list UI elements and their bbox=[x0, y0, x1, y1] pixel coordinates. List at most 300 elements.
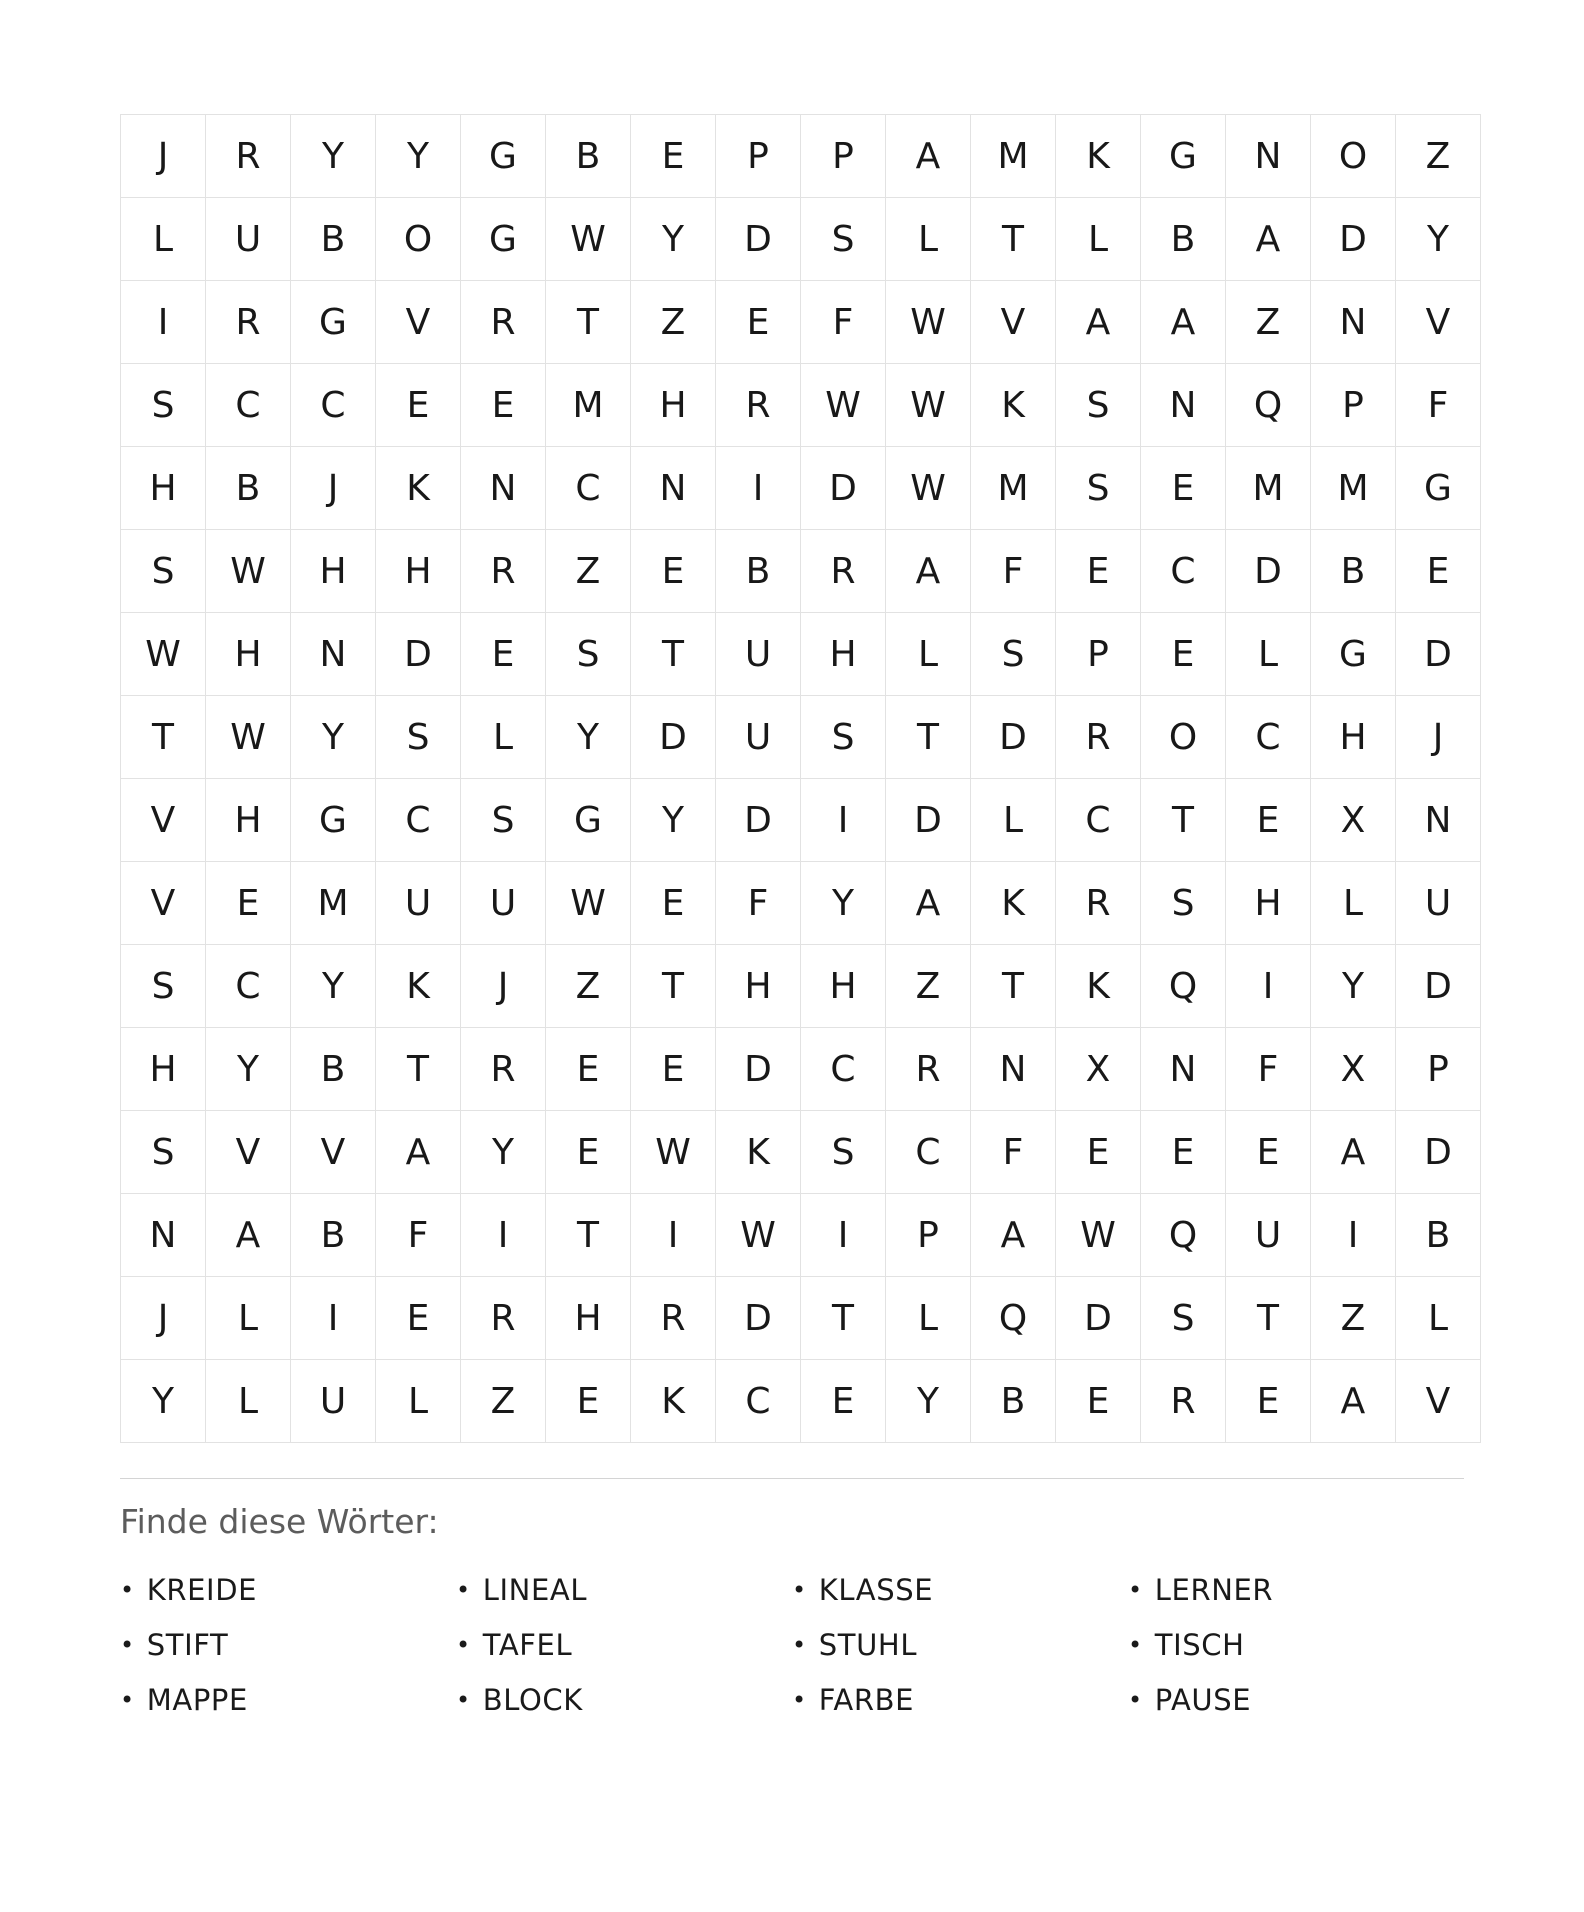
letter-cell[interactable]: D bbox=[1311, 198, 1396, 281]
word-list-item[interactable] bbox=[792, 1562, 1128, 1617]
letter-cell[interactable]: T bbox=[546, 1194, 631, 1277]
letter-cell[interactable]: I bbox=[1311, 1194, 1396, 1277]
letter-cell[interactable]: H bbox=[291, 530, 376, 613]
letter-cell[interactable]: T bbox=[631, 613, 716, 696]
letter-cell[interactable]: G bbox=[291, 779, 376, 862]
letter-cell[interactable]: E bbox=[1226, 1360, 1311, 1443]
letter-cell[interactable]: A bbox=[886, 115, 971, 198]
letter-cell[interactable]: S bbox=[376, 696, 461, 779]
letter-cell[interactable]: C bbox=[206, 945, 291, 1028]
letter-cell[interactable]: W bbox=[206, 696, 291, 779]
word-list-item[interactable] bbox=[1128, 1672, 1464, 1727]
letter-cell[interactable]: E bbox=[801, 1360, 886, 1443]
letter-cell[interactable]: I bbox=[1226, 945, 1311, 1028]
letter-cell[interactable]: N bbox=[1226, 115, 1311, 198]
letter-cell[interactable]: C bbox=[291, 364, 376, 447]
letter-cell[interactable]: D bbox=[716, 779, 801, 862]
letter-cell[interactable]: F bbox=[801, 281, 886, 364]
letter-grid-row bbox=[121, 198, 1481, 281]
letter-cell[interactable]: L bbox=[1226, 613, 1311, 696]
letter-cell[interactable]: V bbox=[121, 779, 206, 862]
letter-cell[interactable]: V bbox=[291, 1111, 376, 1194]
letter-cell[interactable]: P bbox=[1311, 364, 1396, 447]
letter-cell[interactable]: J bbox=[121, 1277, 206, 1360]
letter-cell[interactable]: R bbox=[461, 1277, 546, 1360]
letter-cell[interactable]: K bbox=[716, 1111, 801, 1194]
word-list-item[interactable] bbox=[120, 1672, 456, 1727]
word-list-item[interactable] bbox=[792, 1617, 1128, 1672]
letter-cell[interactable]: T bbox=[376, 1028, 461, 1111]
letter-cell[interactable]: D bbox=[1396, 1111, 1481, 1194]
letter-grid-row bbox=[121, 1111, 1481, 1194]
bullet-icon: • bbox=[120, 1685, 135, 1714]
letter-cell[interactable]: E bbox=[1141, 447, 1226, 530]
letter-cell[interactable]: E bbox=[631, 1028, 716, 1111]
letter-cell[interactable]: T bbox=[801, 1277, 886, 1360]
letter-cell[interactable]: R bbox=[461, 530, 546, 613]
letter-cell[interactable]: X bbox=[1056, 1028, 1141, 1111]
letter-cell[interactable]: Z bbox=[546, 945, 631, 1028]
letter-cell[interactable]: K bbox=[631, 1360, 716, 1443]
letter-cell[interactable]: B bbox=[971, 1360, 1056, 1443]
letter-cell[interactable]: K bbox=[1056, 115, 1141, 198]
letter-cell[interactable]: H bbox=[631, 364, 716, 447]
letter-cell[interactable]: U bbox=[291, 1360, 376, 1443]
word-list bbox=[120, 1562, 1464, 1727]
letter-cell[interactable]: L bbox=[886, 198, 971, 281]
letter-cell[interactable]: A bbox=[1141, 281, 1226, 364]
letter-cell[interactable]: L bbox=[376, 1360, 461, 1443]
letter-cell[interactable]: R bbox=[1056, 696, 1141, 779]
letter-cell[interactable]: D bbox=[376, 613, 461, 696]
letter-grid-row bbox=[121, 696, 1481, 779]
letter-cell[interactable]: G bbox=[546, 779, 631, 862]
letter-cell[interactable]: R bbox=[206, 281, 291, 364]
letter-cell[interactable]: R bbox=[716, 364, 801, 447]
letter-cell[interactable]: H bbox=[206, 613, 291, 696]
letter-cell[interactable]: I bbox=[121, 281, 206, 364]
letter-cell[interactable]: W bbox=[886, 281, 971, 364]
letter-cell[interactable]: Q bbox=[971, 1277, 1056, 1360]
letter-cell[interactable]: U bbox=[716, 613, 801, 696]
letter-cell[interactable]: E bbox=[1226, 1111, 1311, 1194]
letter-cell[interactable]: V bbox=[1396, 281, 1481, 364]
letter-cell[interactable]: W bbox=[631, 1111, 716, 1194]
letter-cell[interactable]: S bbox=[461, 779, 546, 862]
letter-cell[interactable]: E bbox=[631, 530, 716, 613]
letter-cell[interactable]: Q bbox=[1141, 945, 1226, 1028]
bullet-icon: • bbox=[1128, 1630, 1143, 1659]
letter-cell[interactable]: T bbox=[1226, 1277, 1311, 1360]
letter-cell[interactable]: W bbox=[546, 862, 631, 945]
letter-cell[interactable]: W bbox=[206, 530, 291, 613]
letter-cell[interactable]: U bbox=[461, 862, 546, 945]
letter-cell[interactable]: S bbox=[801, 198, 886, 281]
letter-cell[interactable]: A bbox=[1056, 281, 1141, 364]
letter-cell[interactable]: E bbox=[1226, 779, 1311, 862]
letter-cell[interactable]: X bbox=[1311, 779, 1396, 862]
letter-cell[interactable]: E bbox=[546, 1028, 631, 1111]
letter-cell[interactable]: W bbox=[716, 1194, 801, 1277]
word-list-item[interactable] bbox=[1128, 1562, 1464, 1617]
letter-cell[interactable]: I bbox=[461, 1194, 546, 1277]
letter-cell[interactable]: P bbox=[801, 115, 886, 198]
letter-cell[interactable]: E bbox=[206, 862, 291, 945]
letter-cell[interactable]: H bbox=[716, 945, 801, 1028]
letter-cell[interactable]: G bbox=[1396, 447, 1481, 530]
bullet-icon: • bbox=[120, 1630, 135, 1659]
letter-cell[interactable]: H bbox=[376, 530, 461, 613]
letter-cell[interactable]: T bbox=[971, 198, 1056, 281]
bullet-icon: • bbox=[120, 1575, 135, 1604]
letter-cell[interactable]: N bbox=[1396, 779, 1481, 862]
letter-cell[interactable]: K bbox=[971, 862, 1056, 945]
letter-cell[interactable]: T bbox=[121, 696, 206, 779]
letter-cell[interactable]: M bbox=[1226, 447, 1311, 530]
word-label: PAUSE bbox=[1154, 1682, 1252, 1717]
letter-cell[interactable]: R bbox=[1141, 1360, 1226, 1443]
letter-cell[interactable]: N bbox=[1141, 364, 1226, 447]
letter-cell[interactable]: G bbox=[461, 198, 546, 281]
letter-cell[interactable]: N bbox=[1311, 281, 1396, 364]
letter-grid-row bbox=[121, 862, 1481, 945]
letter-cell[interactable]: H bbox=[121, 447, 206, 530]
letter-cell[interactable]: Y bbox=[801, 862, 886, 945]
word-search-grid bbox=[120, 114, 1464, 1443]
letter-cell[interactable]: S bbox=[121, 945, 206, 1028]
letter-cell[interactable]: K bbox=[971, 364, 1056, 447]
bullet-icon: • bbox=[456, 1685, 471, 1714]
letter-cell[interactable]: J bbox=[1396, 696, 1481, 779]
letter-cell[interactable]: G bbox=[461, 115, 546, 198]
letter-cell[interactable]: N bbox=[631, 447, 716, 530]
letter-grid-row bbox=[121, 779, 1481, 862]
letter-cell[interactable]: D bbox=[716, 198, 801, 281]
letter-grid-row bbox=[121, 530, 1481, 613]
letter-cell[interactable]: F bbox=[716, 862, 801, 945]
letter-cell[interactable]: Q bbox=[1141, 1194, 1226, 1277]
letter-cell[interactable]: H bbox=[546, 1277, 631, 1360]
letter-cell[interactable]: D bbox=[631, 696, 716, 779]
letter-cell[interactable]: U bbox=[1226, 1194, 1311, 1277]
letter-cell[interactable]: U bbox=[206, 198, 291, 281]
letter-cell[interactable]: E bbox=[1056, 530, 1141, 613]
word-list-item[interactable] bbox=[792, 1672, 1128, 1727]
letter-cell[interactable]: N bbox=[461, 447, 546, 530]
letter-cell[interactable]: Z bbox=[886, 945, 971, 1028]
letter-cell[interactable]: O bbox=[1311, 115, 1396, 198]
letter-cell[interactable]: Z bbox=[1311, 1277, 1396, 1360]
letter-cell[interactable]: S bbox=[121, 1111, 206, 1194]
letter-cell[interactable]: P bbox=[886, 1194, 971, 1277]
bullet-icon: • bbox=[456, 1575, 471, 1604]
letter-cell[interactable]: M bbox=[1311, 447, 1396, 530]
letter-cell[interactable]: P bbox=[1056, 613, 1141, 696]
letter-cell[interactable]: H bbox=[121, 1028, 206, 1111]
letter-cell[interactable]: C bbox=[546, 447, 631, 530]
letter-cell[interactable]: V bbox=[206, 1111, 291, 1194]
letter-cell[interactable]: Y bbox=[1396, 198, 1481, 281]
letter-cell[interactable]: H bbox=[801, 613, 886, 696]
word-list-title: Finde diese Wörter: bbox=[120, 1502, 439, 1541]
letter-cell[interactable]: A bbox=[1311, 1360, 1396, 1443]
letter-cell[interactable]: E bbox=[631, 115, 716, 198]
letter-cell[interactable]: G bbox=[1311, 613, 1396, 696]
letter-cell[interactable]: C bbox=[801, 1028, 886, 1111]
letter-cell[interactable]: E bbox=[546, 1111, 631, 1194]
letter-cell[interactable]: A bbox=[971, 1194, 1056, 1277]
letter-cell[interactable]: V bbox=[1396, 1360, 1481, 1443]
letter-cell[interactable]: D bbox=[971, 696, 1056, 779]
word-list-item[interactable] bbox=[120, 1562, 456, 1617]
letter-cell[interactable]: L bbox=[121, 198, 206, 281]
letter-cell[interactable]: K bbox=[376, 447, 461, 530]
letter-cell[interactable]: E bbox=[1141, 613, 1226, 696]
letter-cell[interactable]: S bbox=[1141, 1277, 1226, 1360]
letter-cell[interactable]: Y bbox=[631, 779, 716, 862]
word-label: LINEAL bbox=[482, 1572, 588, 1607]
letter-cell[interactable]: O bbox=[376, 198, 461, 281]
letter-cell[interactable]: P bbox=[1396, 1028, 1481, 1111]
letter-cell[interactable]: V bbox=[121, 862, 206, 945]
letter-cell[interactable]: H bbox=[801, 945, 886, 1028]
letter-cell[interactable]: P bbox=[716, 115, 801, 198]
letter-cell[interactable]: R bbox=[206, 115, 291, 198]
letter-cell[interactable]: A bbox=[1311, 1111, 1396, 1194]
letter-cell[interactable]: R bbox=[886, 1028, 971, 1111]
word-list-item[interactable] bbox=[120, 1617, 456, 1672]
letter-cell[interactable]: D bbox=[716, 1277, 801, 1360]
letter-cell[interactable]: N bbox=[971, 1028, 1056, 1111]
letter-cell[interactable]: B bbox=[1141, 198, 1226, 281]
letter-cell[interactable]: A bbox=[1226, 198, 1311, 281]
letter-cell[interactable]: O bbox=[1141, 696, 1226, 779]
letter-cell[interactable]: F bbox=[971, 1111, 1056, 1194]
letter-cell[interactable]: S bbox=[1056, 447, 1141, 530]
letter-cell[interactable]: C bbox=[716, 1360, 801, 1443]
letter-cell[interactable]: W bbox=[886, 447, 971, 530]
letter-cell[interactable]: K bbox=[376, 945, 461, 1028]
letter-cell[interactable]: L bbox=[206, 1277, 291, 1360]
letter-cell[interactable]: B bbox=[716, 530, 801, 613]
letter-cell[interactable]: A bbox=[206, 1194, 291, 1277]
letter-cell[interactable]: A bbox=[886, 530, 971, 613]
letter-grid-row bbox=[121, 364, 1481, 447]
letter-cell[interactable]: W bbox=[1056, 1194, 1141, 1277]
letter-cell[interactable]: E bbox=[376, 1277, 461, 1360]
letter-cell[interactable]: S bbox=[1141, 862, 1226, 945]
letter-cell[interactable]: Y bbox=[376, 115, 461, 198]
letter-cell[interactable]: C bbox=[1226, 696, 1311, 779]
letter-cell[interactable]: B bbox=[291, 1194, 376, 1277]
word-list-item[interactable] bbox=[1128, 1617, 1464, 1672]
word-label: TAFEL bbox=[482, 1627, 573, 1662]
letter-cell[interactable]: D bbox=[1226, 530, 1311, 613]
word-label: BLOCK bbox=[482, 1682, 583, 1717]
letter-cell[interactable]: W bbox=[546, 198, 631, 281]
letter-cell[interactable]: S bbox=[1056, 364, 1141, 447]
letter-cell[interactable]: Y bbox=[631, 198, 716, 281]
letter-cell[interactable]: Z bbox=[546, 530, 631, 613]
letter-cell[interactable]: B bbox=[1311, 530, 1396, 613]
letter-cell[interactable]: B bbox=[291, 198, 376, 281]
letter-cell[interactable]: L bbox=[1396, 1277, 1481, 1360]
letter-cell[interactable]: H bbox=[1226, 862, 1311, 945]
word-label: LERNER bbox=[1154, 1572, 1274, 1607]
letter-cell[interactable]: F bbox=[1226, 1028, 1311, 1111]
letter-grid-row bbox=[121, 115, 1481, 198]
letter-cell[interactable]: H bbox=[1311, 696, 1396, 779]
letter-cell[interactable]: Z bbox=[1226, 281, 1311, 364]
letter-cell[interactable]: S bbox=[801, 1111, 886, 1194]
letter-cell[interactable]: N bbox=[1141, 1028, 1226, 1111]
letter-cell[interactable]: I bbox=[716, 447, 801, 530]
letter-cell[interactable]: R bbox=[1056, 862, 1141, 945]
letter-cell[interactable]: L bbox=[971, 779, 1056, 862]
word-label: STUHL bbox=[818, 1627, 918, 1662]
letter-cell[interactable]: Y bbox=[291, 115, 376, 198]
letter-cell[interactable]: F bbox=[971, 530, 1056, 613]
letter-cell[interactable]: R bbox=[801, 530, 886, 613]
letter-cell[interactable]: E bbox=[546, 1360, 631, 1443]
letter-cell[interactable]: M bbox=[546, 364, 631, 447]
letter-grid-row bbox=[121, 613, 1481, 696]
letter-cell[interactable]: Q bbox=[1226, 364, 1311, 447]
letter-cell[interactable]: E bbox=[1056, 1111, 1141, 1194]
letter-cell[interactable]: Z bbox=[631, 281, 716, 364]
letter-cell[interactable]: S bbox=[546, 613, 631, 696]
letter-cell[interactable]: S bbox=[971, 613, 1056, 696]
letter-cell[interactable]: C bbox=[206, 364, 291, 447]
letter-cell[interactable]: T bbox=[546, 281, 631, 364]
letter-cell[interactable]: B bbox=[546, 115, 631, 198]
letter-cell[interactable]: C bbox=[1141, 530, 1226, 613]
letter-cell[interactable]: G bbox=[1141, 115, 1226, 198]
letter-cell[interactable]: L bbox=[886, 613, 971, 696]
letter-cell[interactable]: L bbox=[1056, 198, 1141, 281]
letter-cell[interactable]: E bbox=[461, 364, 546, 447]
letter-cell[interactable]: N bbox=[291, 613, 376, 696]
letter-cell[interactable]: V bbox=[971, 281, 1056, 364]
word-list-item[interactable] bbox=[456, 1617, 792, 1672]
letter-cell[interactable]: E bbox=[631, 862, 716, 945]
letter-cell[interactable]: U bbox=[716, 696, 801, 779]
letter-cell[interactable]: F bbox=[1396, 364, 1481, 447]
letter-cell[interactable]: U bbox=[1396, 862, 1481, 945]
letter-cell[interactable]: Y bbox=[206, 1028, 291, 1111]
letter-cell[interactable]: L bbox=[886, 1277, 971, 1360]
word-list-item[interactable] bbox=[456, 1672, 792, 1727]
letter-cell[interactable]: M bbox=[971, 115, 1056, 198]
letter-cell[interactable]: B bbox=[291, 1028, 376, 1111]
letter-cell[interactable]: L bbox=[461, 696, 546, 779]
letter-cell[interactable]: T bbox=[886, 696, 971, 779]
word-list-item[interactable] bbox=[456, 1562, 792, 1617]
letter-cell[interactable]: I bbox=[801, 779, 886, 862]
letter-cell[interactable]: B bbox=[206, 447, 291, 530]
word-label: TISCH bbox=[1154, 1627, 1245, 1662]
letter-cell[interactable]: J bbox=[291, 447, 376, 530]
letter-cell[interactable]: D bbox=[1056, 1277, 1141, 1360]
letter-cell[interactable]: J bbox=[461, 945, 546, 1028]
letter-cell[interactable]: R bbox=[461, 281, 546, 364]
letter-cell[interactable]: E bbox=[1056, 1360, 1141, 1443]
letter-cell[interactable]: S bbox=[801, 696, 886, 779]
letter-cell[interactable]: D bbox=[716, 1028, 801, 1111]
letter-cell[interactable]: Y bbox=[121, 1360, 206, 1443]
bullet-icon: • bbox=[792, 1685, 807, 1714]
letter-cell[interactable]: D bbox=[886, 779, 971, 862]
letter-cell[interactable]: W bbox=[121, 613, 206, 696]
letter-cell[interactable]: D bbox=[1396, 613, 1481, 696]
letter-cell[interactable]: E bbox=[376, 364, 461, 447]
letter-cell[interactable]: D bbox=[1396, 945, 1481, 1028]
letter-cell[interactable]: A bbox=[886, 862, 971, 945]
letter-cell[interactable]: U bbox=[376, 862, 461, 945]
letter-cell[interactable]: E bbox=[1141, 1111, 1226, 1194]
letter-cell[interactable]: I bbox=[801, 1194, 886, 1277]
letter-cell[interactable]: T bbox=[1141, 779, 1226, 862]
letter-cell[interactable]: S bbox=[121, 364, 206, 447]
letter-cell[interactable]: I bbox=[291, 1277, 376, 1360]
letter-cell[interactable]: Y bbox=[546, 696, 631, 779]
letter-cell[interactable]: L bbox=[206, 1360, 291, 1443]
letter-cell[interactable]: Z bbox=[461, 1360, 546, 1443]
letter-cell[interactable]: C bbox=[1056, 779, 1141, 862]
letter-cell[interactable]: C bbox=[886, 1111, 971, 1194]
letter-cell[interactable]: I bbox=[631, 1194, 716, 1277]
letter-cell[interactable]: R bbox=[631, 1277, 716, 1360]
letter-grid-row bbox=[121, 945, 1481, 1028]
letter-cell[interactable]: Y bbox=[1311, 945, 1396, 1028]
letter-cell[interactable]: H bbox=[206, 779, 291, 862]
letter-cell[interactable]: W bbox=[801, 364, 886, 447]
letter-cell[interactable]: D bbox=[801, 447, 886, 530]
letter-cell[interactable]: C bbox=[376, 779, 461, 862]
letter-cell[interactable]: T bbox=[971, 945, 1056, 1028]
letter-grid-row bbox=[121, 281, 1481, 364]
letter-cell[interactable]: R bbox=[461, 1028, 546, 1111]
letter-cell[interactable]: K bbox=[1056, 945, 1141, 1028]
letter-cell[interactable]: G bbox=[291, 281, 376, 364]
letter-cell[interactable]: W bbox=[886, 364, 971, 447]
letter-cell[interactable]: E bbox=[461, 613, 546, 696]
letter-grid-row bbox=[121, 447, 1481, 530]
letter-grid-body bbox=[121, 115, 1481, 1443]
letter-cell[interactable]: Y bbox=[886, 1360, 971, 1443]
letter-cell[interactable]: F bbox=[376, 1194, 461, 1277]
letter-cell[interactable]: S bbox=[121, 530, 206, 613]
letter-cell[interactable]: Z bbox=[1396, 115, 1481, 198]
letter-cell[interactable]: L bbox=[1311, 862, 1396, 945]
letter-cell[interactable]: E bbox=[716, 281, 801, 364]
letter-cell[interactable]: J bbox=[121, 115, 206, 198]
section-divider bbox=[120, 1478, 1464, 1479]
letter-cell[interactable]: A bbox=[376, 1111, 461, 1194]
letter-cell[interactable]: Y bbox=[291, 696, 376, 779]
letter-grid-row bbox=[121, 1277, 1481, 1360]
letter-cell[interactable]: M bbox=[291, 862, 376, 945]
letter-cell[interactable]: Y bbox=[291, 945, 376, 1028]
letter-cell[interactable]: Y bbox=[461, 1111, 546, 1194]
letter-cell[interactable]: B bbox=[1396, 1194, 1481, 1277]
letter-cell[interactable]: N bbox=[121, 1194, 206, 1277]
letter-cell[interactable]: E bbox=[1396, 530, 1481, 613]
letter-cell[interactable]: T bbox=[631, 945, 716, 1028]
letter-cell[interactable]: V bbox=[376, 281, 461, 364]
letter-cell[interactable]: M bbox=[971, 447, 1056, 530]
letter-cell[interactable]: X bbox=[1311, 1028, 1396, 1111]
